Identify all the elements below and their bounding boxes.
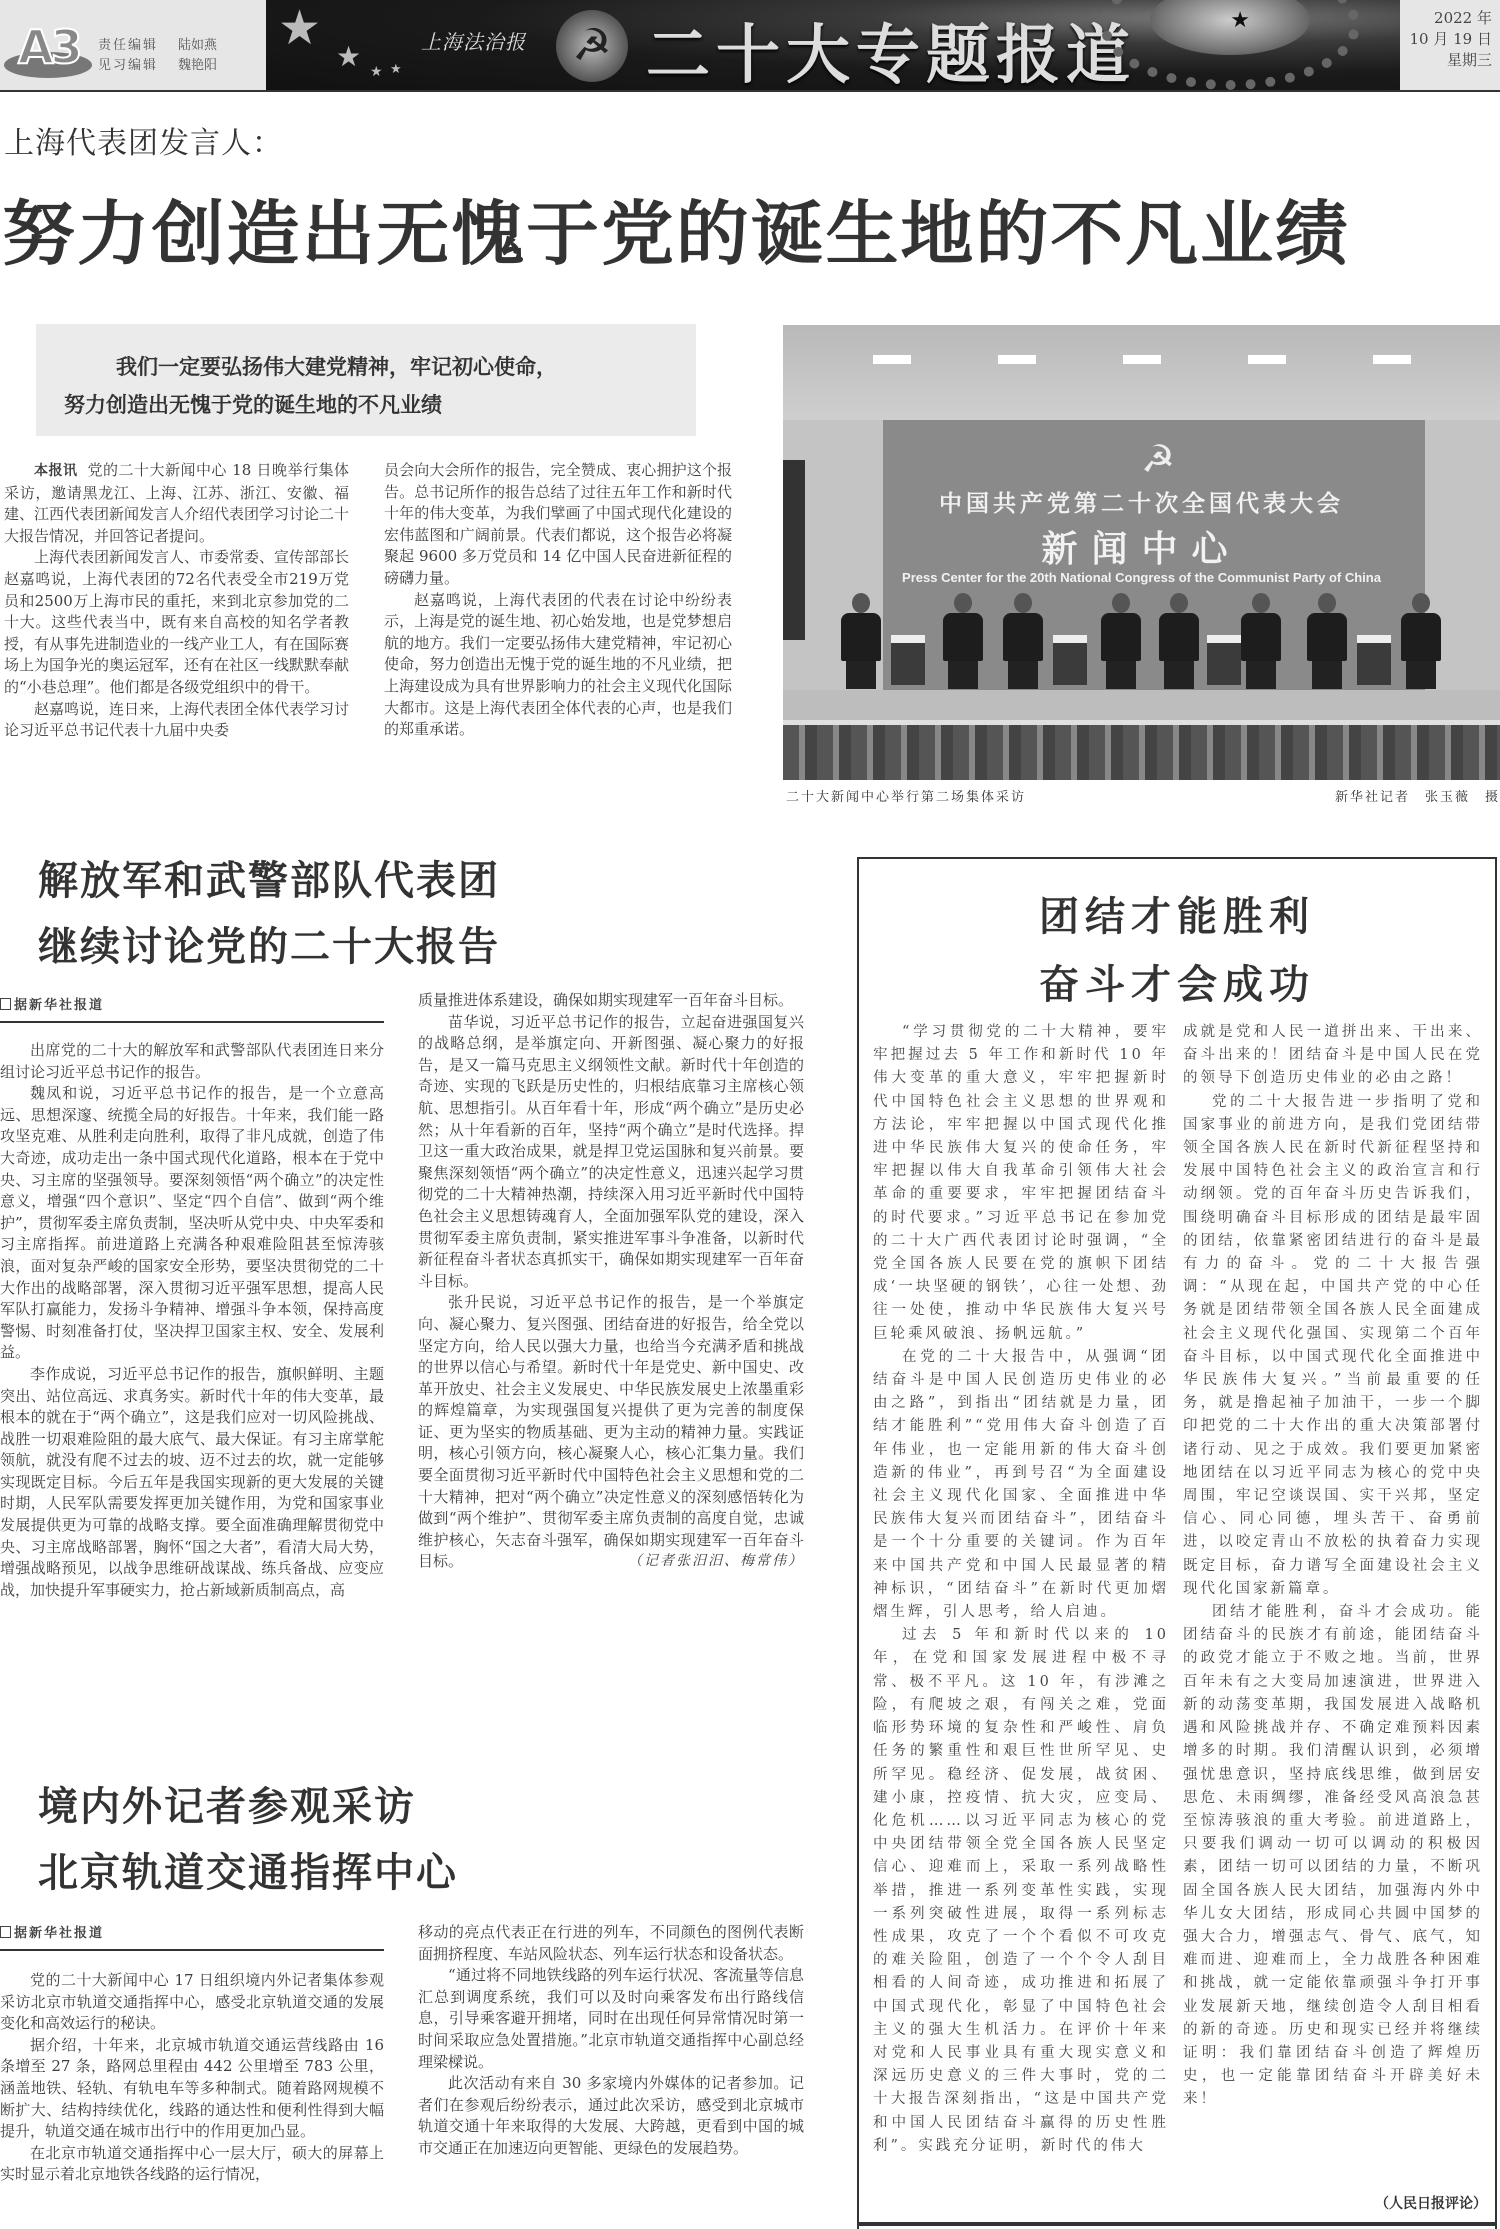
paragraph: 员会向大会所作的报告，完全赞成、衷心拥护这个报告。总书记所作的报告总结了过往五年工作和新时代十年的伟大变革，为我们擘画了中国式现代化建设的宏伟蓝图和广阔前景。代表们都说，这个报告必将凝聚起 9600 多万党员和 14 亿中国人民奋进新征程的磅礴力量。 (384, 461, 732, 587)
paragraph: 魏凤和说，习近平总书记作的报告，是一个立意高远、思想深邃、统揽全局的好报告。十年来，我们能一路攻坚克难、从胜利走向胜利，取得了非凡成就，创造了伟大奇迹，成功走出一条中国式现代化道路，根本在于党中央、习主席的坚强领导。要深刻领悟“两个确立”的决定性意义，增强“四个意识”、坚定“四个自信”、做到“两个维护”，贯彻军委主席负责制，坚决听从党中央、中央军委和习主席指挥。前进道路上充满各种艰难险阻甚至惊涛骇浪，面对复杂严峻的国家安全形势，要坚决贯彻党的二十大作出的战略部署，深入贯彻习近平强军思想，提高人民军队打赢能力，发扬斗争精神、增强斗争本领，保持高度警惕、时刻准备打仗，坚决捍卫国家主权、安全、发展利益。 (0, 1084, 384, 1362)
headline-line: 团结才能胜利 (1039, 894, 1315, 940)
paragraph: 此次活动有来自 30 多家境内外媒体的记者参加。记者们在参观后纷纷表示，通过此次采访，感受到北京城市轨道交通十年来取得的大发展、大跨越，更看到中国的城市交通正在加速迈向更智能、更绿色的发展趋势。 (418, 2074, 804, 2157)
source-text: 据新华社报道 (14, 1926, 105, 1941)
source-line (0, 1922, 384, 1951)
commentary-box (857, 857, 1497, 2229)
backdrop-english: Press Center for the 20th National Congress of the Communist Party of China (902, 570, 1381, 585)
date-year: 2022 年 (1434, 9, 1492, 27)
commentary-column-1 (873, 1021, 1169, 2158)
lead-tag: 本报讯 (34, 463, 78, 479)
paragraph: 赵嘉鸣说，连日来，上海代表团全体代表学习讨论习近平总书记代表十九届中央委 (4, 699, 350, 740)
pullquote-box (36, 324, 696, 436)
paragraph: “通过将不同地铁线路的列车运行状况、客流量等信息汇总到调度系统，我们可以及时向乘客发布出行路线信息，引导乘客避开拥堵，同时在出现任何异常情况时第一时间采取应急处置措施。”北京市轨道交通指挥中心副总经理梁樑说。 (418, 1966, 804, 2071)
pullquote-line: 努力创造出无愧于党的诞生地的不凡业绩 (64, 392, 442, 417)
paragraph: 质量推进体系建设，确保如期实现建军一百年奋斗目标。 (418, 991, 794, 1009)
pullquote-line: 我们一定要弘扬伟大建党精神，牢记初心使命， (116, 354, 557, 379)
star-icon: ★ (390, 62, 402, 77)
editor-name: 陆如燕 (178, 38, 218, 53)
speaker-figure (1003, 593, 1043, 688)
commentary-headline (859, 883, 1495, 1019)
star-icon: ★ (370, 64, 383, 80)
party-emblem-icon: ☭ (556, 10, 628, 82)
square-bullet-icon (0, 998, 11, 1010)
paragraph-text: 党的二十大新闻中心 18 日晚举行集体采访，邀请黑龙江、上海、江苏、浙江、安徽、福建、江西代表团新闻发言人介绍代表团学习讨论二十大报告情况，并回答记者提问。 (4, 461, 350, 545)
paragraph-text: 张升民说，习近平总书记作的报告，是一个举旗定向、凝心聚力、复兴图强、团结奋进的好报告，给全党以坚定方向，给人民以强大力量，也给当今充满矛盾和挑战的世界以信心与希望。新时代十年是党史、新中国史、改革开放史、社会主义发展史、中华民族发展史上浓墨重彩的辉煌篇章，为实现强国复兴提供了更为完善的制度保证、更为坚实的物质基础、更为主动的精神力量。实践证明，核心引领方向，核心凝聚人心，核心汇集力量。我们要全面贯彻习近平新时代中国特色社会主义思想和党的二十大精神，把对“两个确立”决定性意义的深刻感悟转化为做到“两个维护”、贯彻军委主席负责制的高度自觉，忠诚维护核心，矢志奋斗强军，确保如期实现建军一百年奋斗目标。 (418, 1293, 804, 1571)
speaker-figure (1401, 593, 1441, 688)
speaker-figure (1241, 593, 1281, 688)
hammer-sickle-icon: ☭ (1141, 437, 1176, 481)
source-text: 据新华社报道 (14, 998, 105, 1013)
section-title: 二十大专题报道 (646, 19, 1136, 90)
page-number-badge (4, 22, 92, 78)
ceiling-light (1373, 355, 1411, 364)
caption-text: 二十大新闻中心举行第二场集体采访 (786, 790, 1027, 805)
editor-row (98, 36, 217, 56)
headline-line: 继续讨论党的二十大报告 (38, 924, 500, 970)
paragraph: 移动的亮点代表正在行进的列车，不同颜色的图例代表断面拥挤程度、车站风险状态、列车运行状态和设备状态。 (418, 1923, 804, 1963)
headline-line: 境内外记者参观采访 (38, 1784, 416, 1830)
headline-line: 北京轨道交通指挥中心 (38, 1850, 458, 1896)
star-icon: ★ (278, 0, 322, 56)
square-bullet-icon (0, 1926, 11, 1938)
paragraph (4, 460, 349, 547)
masthead (0, 0, 1500, 92)
backdrop-subtitle: 新闻中心 (1041, 529, 1242, 570)
pla-story-headline (38, 848, 500, 980)
pla-story-column-1 (0, 1040, 384, 1601)
paragraph: 据介绍，十年来，北京城市轨道交通运营线路由 16 条增至 27 条，路网总里程由 442 公里增至 783 公里，涵盖地铁、轻轨、有轨电车等多种制式。随着路网规模不断扩大、结构持续优化，线路的通达性和便利性得到大幅提升，轨道交通在城市出行中的作用更加凸显。 (0, 2035, 384, 2141)
headline-line: 奋斗才会成功 (1039, 962, 1315, 1008)
issue-date (1400, 0, 1500, 90)
ceiling-light (873, 355, 911, 364)
paragraph: 过去 5 年和新时代以来的 10 年，在党和国家发展进程中极不寻常、极不平凡。这 10 年，有涉滩之险，有爬坡之艰，有闯关之难，党面临形势环境的复杂性和严峻性、肩负任务的繁重性和艰巨性世所罕见、史所罕见。稳经济、促发展，战贫困、建小康，控疫情、抗大灾，应变局、化危机……以习近平同志为核心的党中央团结带领全党全国各族人民坚定信心、迎难而上，采取一系列战略性举措，推进一系列变革性实践，实现一系列突破性进展，取得一系列标志性成果，攻克了一个个看似不可攻克的难关险阻，创造了一个个令人刮目相看的人间奇迹，成功推进和拓展了中国式现代化，彰显了中国特色社会主义的强大生机活力。在评价十年来对党和人民事业具有重大现实意义和深远历史意义的三件大事时，党的二十大报告深刻指出，“这是中国共产党和中国人民团结奋斗赢得的历史性胜利”。实践充分证明，新时代的伟大 (873, 1627, 1169, 2154)
editor-role: 见习编辑 (98, 58, 159, 73)
paragraph: 党的二十大新闻中心 17 日组织境内外记者集体参观采访北京市轨道交通指挥中心，感受北京轨道交通的发展变化和高效运行的秘诀。 (0, 1971, 384, 2033)
page-number: A3 (18, 20, 80, 74)
backdrop-title: 中国共产党第二十次全国代表大会 (939, 491, 1344, 517)
photo-caption (786, 786, 1500, 805)
side-table (1207, 635, 1241, 685)
side-table (891, 635, 925, 685)
editor-credits (98, 36, 217, 76)
headline-line: 解放军和武警部队代表团 (38, 858, 500, 904)
source-line (0, 994, 384, 1023)
pla-story-column-2 (418, 990, 804, 1573)
bottom-rule (857, 2222, 1497, 2226)
ceiling-light (998, 355, 1036, 364)
paragraph: 李作成说，习近平总书记作的报告，旗帜鲜明、主题突出、站位高远、求真务实。新时代十年的伟大变革，最根本的就在于“两个确立”，这是我们应对一切风险挑战、战胜一切艰难险阻的最大底气、最大保证。有习主席掌舵领航，就没有爬不过去的坡、迈不过去的坎，就一定能够实现既定目标。今后五年是我国实现新的更大发展的关键时期，人民军队需要发挥更加关键作用，为党和国家事业发展提供更为可靠的战略支撑。要全面准确理解贯彻党中央、习主席战略部署，胸怀“国之大者”，看清大局大势，增强战略预见，以战争思维研战谋战、练兵备战、应变应战，加快提升军事硬实力，抢占新域新质制高点，高 (0, 1364, 384, 1599)
photo-credit: 新华社记者 张玉薇 摄 (1334, 790, 1500, 805)
top-story-column-2 (384, 460, 732, 741)
photo-ceiling (783, 325, 1500, 420)
side-table (1357, 635, 1391, 685)
ceiling-light (1123, 355, 1161, 364)
paragraph: 团结才能胜利，奋斗才会成功。能团结奋斗的民族才有前途，能团结奋斗的政党才能立于不败之地。当前，世界百年未有之大变局加速演进，世界进入新的动荡变革期，我国发展进入战略机遇和风险挑战并存、不确定难预料因素增多的时期。我们清醒认识到，必须增强忧患意识，坚持底线思维，做到居安思危、未雨绸缪，准备经受风高浪急甚至惊涛骇浪的重大考验。前进道路上，只要我们调动一切可以调动的积极因素，团结一切可以团结的力量，不断巩固全国各族人民大团结，加强海内外中华儿女大团结，形成同心共圆中国梦的强大合力，增强志气、骨气、底气，知难而进、迎难而上，全力战胜各种困难和挑战，就一定能依靠顽强斗争打开事业发展新天地，继续创造令人刮目相看的新的奇迹。历史和现实已经并将继续证明：我们靠团结奋斗创造了辉煌历史，也一定能靠团结奋斗开辟美好未来！ (1183, 1604, 1483, 2108)
metro-story-column-1 (0, 1970, 384, 2186)
editor-name: 魏艳阳 (178, 58, 218, 73)
potted-plants-row (783, 725, 1500, 780)
paragraph: 在党的二十大报告中，从强调“团结奋斗是中国人民创造历史伟业的必由之路”，到指出“团结就是力量，团结才能胜利”“党用伟大奋斗创造了百年伟业，也一定能用新的伟大奋斗创造新的伟业”，再到号召“为全面建设社会主义现代化国家、全面推进中华民族伟大复兴而团结奋斗”，团结奋斗是一个十分重要的关键词。作为百年来中国共产党和中国人民最显著的精神标识，“团结奋斗”在新时代更加熠熠生辉，引人思考，给人启迪。 (873, 1348, 1169, 1621)
ceiling-light (1248, 355, 1286, 364)
speaker-figure (1307, 593, 1347, 688)
press-center-photo (783, 325, 1500, 780)
paragraph: 赵嘉鸣说，上海代表团的代表在讨论中纷纷表示，上海是党的诞生地、初心始发地，也是党梦想启航的地方。我们一定要弘扬伟大建党精神，牢记初心使命，努力创造出无愧于党的诞生地的不凡业绩，把上海建设成为具有世界影响力的社会主义现代化国际大都市。这是上海代表团全体代表的心声，也是我们的郑重承诺。 (384, 590, 732, 739)
section-banner (266, 0, 1400, 90)
commentary-column-2 (1183, 1021, 1483, 2112)
paragraph: 出席党的二十大的解放军和武警部队代表团连日来分组讨论习近平总书记作的报告。 (0, 1041, 384, 1081)
speaker-figure (1101, 593, 1141, 688)
paragraph: 在北京市轨道交通指挥中心一层大厅，硕大的屏幕上实时显示着北京地铁各线路的运行情况， (0, 2143, 384, 2184)
paragraph: 上海代表团新闻发言人、市委常委、宣传部部长赵嘉鸣说，上海代表团的72名代表受全市219万党员和2500万上海市民的重托，来到北京参加党的二十大。这些代表当中，既有来自高校的知名学者教授，有从事先进制造业的一线产业工人，有在国际赛场上为国争光的奥运冠军，还有在社区一线默默奉献的“小巷总理”。他们都是各级党组织中的骨干。 (4, 548, 350, 696)
side-table (1053, 635, 1087, 685)
paragraph: 党的二十大报告进一步指明了党和国家事业的前进方向，是我们党团结带领全国各族人民在新时代新征程坚持和发展中国特色社会主义的政治宣言和行动纲领。党的百年奋斗历史告诉我们，围绕明确奋斗目标形成的团结是最牢固的团结，依靠紧密团结进行的奋斗是最有力的奋斗。党的二十大报告强调：“从现在起，中国共产党的中心任务就是团结带领全国各族人民全面建成社会主义现代化强国、实现第二个百年奋斗目标，以中国式现代化全面推进中华民族伟大复兴。”当前最重要的任务，就是撸起袖子加油干，一步一个脚印把党的二十大作出的重大决策部署付诸行动、见之于成效。我们要更加紧密地团结在以习近平同志为核心的党中央周围，牢记空谈误国、实干兴邦，坚定信心、同心同德，埋头苦干、奋勇前进，以咬定青山不放松的执着奋力实现既定目标，奋力谱写全面建设社会主义现代化国家新篇章。 (1183, 1093, 1483, 1597)
top-story-column-1 (4, 460, 349, 742)
paragraph: “学习贯彻党的二十大精神，要牢牢把握过去 5 年工作和新时代 10 年伟大变革的重大意义，牢牢把握新时代中国特色社会主义思想的世界观和方法论，牢牢把握以中国式现代化推进中华民族伟大复兴的使命任务，牢牢把握以伟大自我革命引领伟大社会革命的重要要求，牢牢把握团结奋斗的时代要求。”习近平总书记在参加党的二十大广西代表团讨论时强调，“全党全国各族人民要在党的旗帜下团结成‘一块坚硬的钢铁’，心往一处想、劲往一处使，推动中华民族伟大复兴号巨轮乘风破浪、扬帆远航。” (873, 1024, 1169, 1342)
editor-row (98, 56, 217, 76)
date-weekday: 星期三 (1446, 51, 1492, 69)
speaker-figure (943, 593, 983, 688)
paragraph: 苗华说，习近平总书记作的报告，立起奋进强国复兴的战略总纲，是举旗定向、开新图强、凝心聚力的好报告，是又一篇马克思主义纲领性文献。新时代十年创造的奇迹、实现的飞跃是历史性的，归根结底靠习主席核心领航、思想指引。从百年看十年，形成“两个确立”是历史必然；从十年看新的百年，坚持“两个确立”是时代选择。捍卫这一重大政治成果，就是捍卫党运国脉和复兴前景。要聚焦深刻领悟“两个确立”的决定性意义，迅速兴起学习贯彻党的二十大精神热潮，持续深入用习近平新时代中国特色社会主义思想铸魂育人，全面加强军队党的建设，深入贯彻军委主席负责制，紧实推进军事斗争准备，以新时代新征程奋斗者状态真抓实干，确保如期实现建军一百年奋斗目标。 (418, 1012, 804, 1290)
masthead-left-panel (0, 0, 266, 90)
story-kicker: 上海代表团发言人： (4, 126, 283, 161)
star-icon: ★ (1230, 8, 1250, 33)
paper-name-logo: 上海法治报 (421, 30, 526, 54)
main-headline: 努力创造出无愧于党的诞生地的不凡业绩 (2, 193, 1350, 275)
star-icon: ★ (336, 40, 362, 73)
date-month-day: 10 月 19 日 (1409, 30, 1492, 48)
reporter-byline: （记者张汨汨、梅常伟） (628, 1553, 804, 1570)
editor-role: 责任编辑 (98, 38, 159, 53)
paragraph: 成就是党和人民一道拼出来、干出来、奋斗出来的！团结奋斗是中国人民在党的领导下创造历史伟业的必由之路！ (1183, 1024, 1483, 1087)
paragraph (418, 1292, 804, 1573)
metro-story-headline (38, 1774, 458, 1906)
speaker-figure (841, 593, 881, 688)
stage-floor (783, 690, 1500, 720)
speaker-figure (1159, 593, 1199, 688)
metro-story-column-2 (418, 1922, 804, 2160)
commentary-signature: （人民日报评论） (1375, 2196, 1487, 2212)
